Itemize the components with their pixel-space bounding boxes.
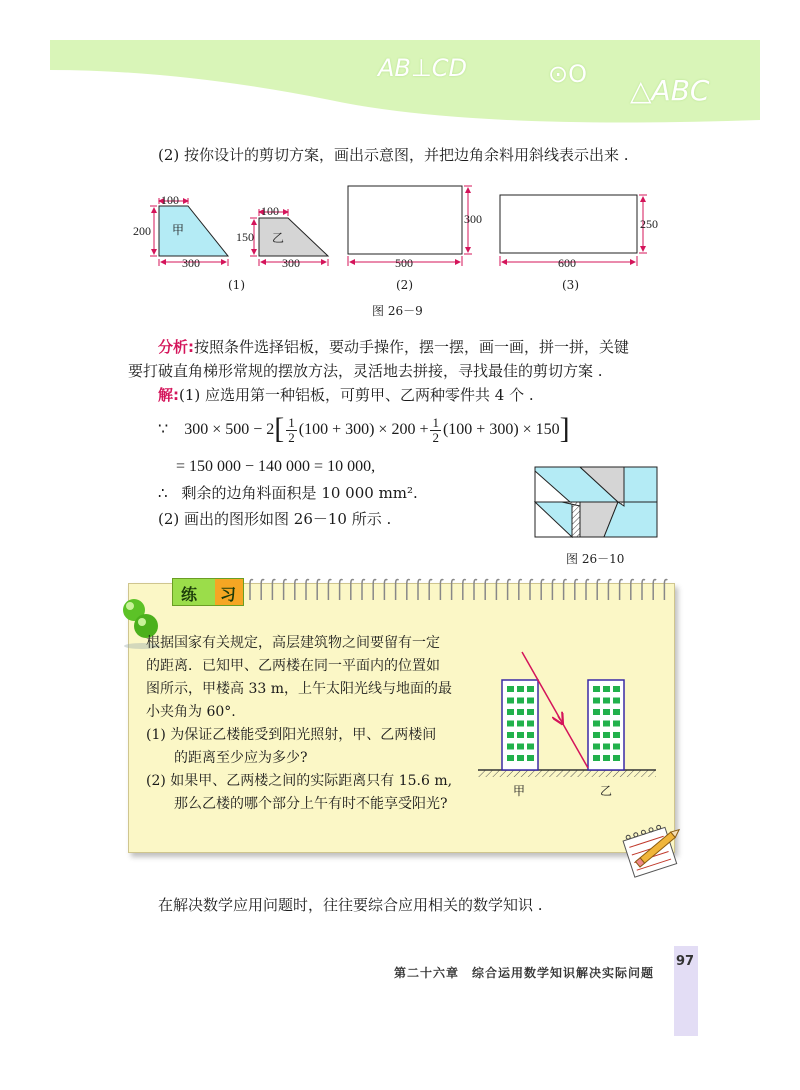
jia-label: 甲 <box>172 223 185 237</box>
building-window <box>603 721 610 727</box>
building-window <box>517 709 524 715</box>
spiral-ring <box>373 580 376 601</box>
board2-height-dim: 300 <box>464 212 482 226</box>
question-1a: (1) 为保证乙楼能受到阳光照射，甲、乙两楼间 <box>146 727 437 743</box>
spiral-ring <box>620 580 623 601</box>
spiral-ring <box>396 580 399 601</box>
building-window <box>507 686 514 692</box>
spiral-ring <box>306 580 309 601</box>
building-window <box>593 755 600 761</box>
building-label-jia: 甲 <box>513 784 526 798</box>
spiral-ring <box>250 580 253 601</box>
jia-height-dim: 200 <box>133 224 151 238</box>
practice-problem-text <box>146 632 452 816</box>
spiral-ring <box>608 580 611 601</box>
spiral-ring <box>552 580 555 601</box>
spiral-ring <box>541 580 544 601</box>
equation-term2: (100 + 300) × 150 <box>442 421 560 438</box>
building-window <box>613 686 620 692</box>
spiral-ring <box>407 580 410 601</box>
spiral-ring <box>508 580 511 601</box>
building-window <box>613 755 620 761</box>
equation-term1: (100 + 300) × 200 + <box>298 421 429 438</box>
question-1b: 的距离至少应为多少? <box>174 750 308 766</box>
spiral-ring <box>597 580 600 601</box>
part2-instruction: (2) 按你设计的剪切方案，画出示意图，并把边角余料用斜线表示出来 . <box>158 146 629 164</box>
building-window <box>527 686 534 692</box>
figure-26-9-caption: 图 26－9 <box>372 304 423 318</box>
spiral-ring <box>575 580 578 601</box>
building-label-yi: 乙 <box>600 784 613 798</box>
building-window <box>507 755 514 761</box>
practice-badge-char2: 习 <box>220 585 237 604</box>
building-window <box>507 744 514 750</box>
practice-line: 图所示，甲楼高 33 m，上午太阳光线与地面的最 <box>146 681 452 697</box>
solution-part2: (2) 画出的图形如图 26－10 所示 . <box>158 510 392 528</box>
spiral-ring <box>429 580 432 601</box>
building-window <box>517 698 524 704</box>
practice-badge-char1: 练 <box>181 585 198 604</box>
yi-base-dim: 300 <box>282 256 300 270</box>
spiral-ring <box>384 580 387 601</box>
sub-caption-1: (1) <box>228 278 245 292</box>
fraction-half-2: $\frac{1}{2}$ <box>432 414 439 445</box>
spiral-ring <box>452 580 455 601</box>
building-window <box>603 686 610 692</box>
analysis-label: 分析: <box>158 338 194 356</box>
building-window <box>527 755 534 761</box>
sub-caption-3: (3) <box>562 278 579 292</box>
building-window <box>527 732 534 738</box>
spiral-ring <box>631 580 634 601</box>
board3-width-dim: 600 <box>558 256 576 270</box>
building-window <box>527 721 534 727</box>
practice-badge <box>172 578 244 606</box>
spiral-ring <box>496 580 499 601</box>
building-window <box>517 755 524 761</box>
spiral-ring <box>340 580 343 601</box>
question-2b: 那么乙楼的哪个部分上午有时不能享受阳光? <box>174 796 448 812</box>
building-window <box>507 732 514 738</box>
building-window <box>603 709 610 715</box>
yi-label: 乙 <box>272 231 285 245</box>
because-symbol: ∵ <box>158 421 169 438</box>
analysis-text-1: 按照条件选择铝板，要动手操作，摆一摆，画一画，拼一拼，关键 <box>194 338 630 356</box>
equation-line1: ∵ 300 × 500 − 2[ $\frac{1}{2}$ (100 + 300) × 200 + $\frac{1}{2}$ (100 + 300) × 150] <box>158 412 570 445</box>
header-decor-perpendicular: AB⊥CD <box>378 54 468 82</box>
chapter-title: 第二十六章 综合运用数学知识解决实际问题 <box>394 966 655 980</box>
spiral-ring <box>351 580 354 601</box>
conclusion-text: 剩余的边角料面积是 10 000 mm². <box>181 484 418 502</box>
building-window <box>527 698 534 704</box>
spiral-ring <box>328 580 331 601</box>
practice-line: 小夹角为 60°. <box>146 704 236 720</box>
sub-caption-2: (2) <box>396 278 413 292</box>
building-window <box>527 709 534 715</box>
building-window <box>593 686 600 692</box>
jia-top-dim: 100 <box>161 193 179 207</box>
solution-label: 解: <box>158 386 179 404</box>
spiral-ring <box>317 580 320 601</box>
building-window <box>613 721 620 727</box>
building-window <box>613 709 620 715</box>
building-window <box>517 686 524 692</box>
figure-26-9 <box>130 178 670 278</box>
closing-sentence: 在解决数学应用问题时，往往要综合应用相关的数学知识 . <box>158 896 543 914</box>
practice-line: 的距离．已知甲、乙两楼在同一平面内的位置如 <box>146 658 440 674</box>
spiral-ring <box>653 580 656 601</box>
spiral-ring <box>530 580 533 601</box>
building-window <box>613 698 620 704</box>
spiral-ring <box>474 580 477 601</box>
spiral-ring <box>418 580 421 601</box>
therefore-symbol: ∴ <box>158 484 168 502</box>
building-window <box>593 709 600 715</box>
spiral-ring <box>664 580 667 601</box>
spiral-ring <box>586 580 589 601</box>
spiral-ring <box>272 580 275 601</box>
spiral-ring <box>284 580 287 601</box>
spiral-ring <box>463 580 466 601</box>
building-window <box>593 698 600 704</box>
building-window <box>507 698 514 704</box>
jia-base-dim: 300 <box>182 256 200 270</box>
spiral-ring <box>642 580 645 601</box>
practice-line: 根据国家有关规定，高层建筑物之间要留有一定 <box>146 635 440 651</box>
analysis-line1 <box>158 334 629 360</box>
buildings-figure <box>478 650 658 780</box>
building-window <box>507 721 514 727</box>
spiral-ring <box>440 580 443 601</box>
building-window <box>517 721 524 727</box>
board2-width-dim: 500 <box>395 256 413 270</box>
conclusion-line <box>158 480 418 506</box>
board3-height-dim: 250 <box>640 217 658 231</box>
board-500x300 <box>348 186 472 266</box>
building-window <box>593 732 600 738</box>
solution-text-1: (1) 应选用第一种铝板，可剪甲、乙两种零件共 4 个 . <box>179 386 534 404</box>
yi-height-dim: 150 <box>236 230 254 244</box>
spiral-ring <box>261 580 264 601</box>
equation-line2: = 150 000 − 140 000 = 10 000, <box>176 458 376 475</box>
page-number: 97 <box>676 954 695 969</box>
building-window <box>603 732 610 738</box>
building-window <box>517 732 524 738</box>
header-decor-circle: ⊙O <box>548 60 587 88</box>
building-window <box>593 744 600 750</box>
building-window <box>527 744 534 750</box>
analysis-line2: 要打破直角梯形常规的摆放方法，灵活地去拼接，寻找最佳的剪切方案 . <box>128 362 603 380</box>
building-window <box>603 698 610 704</box>
notebook-pencil-icon <box>618 818 690 880</box>
spiral-ring <box>485 580 488 601</box>
building-window <box>517 744 524 750</box>
solution-line1 <box>158 382 534 408</box>
spiral-ring <box>519 580 522 601</box>
yi-top-dim: 100 <box>261 204 279 218</box>
building-window <box>507 709 514 715</box>
building-window <box>593 721 600 727</box>
building-window <box>603 755 610 761</box>
equation-prefix: 300 × 500 − 2 <box>184 421 275 438</box>
question-2a: (2) 如果甲、乙两楼之间的实际距离只有 15.6 m, <box>146 773 453 789</box>
header-decor-triangle: △ABC <box>630 74 710 107</box>
building-window <box>613 732 620 738</box>
building-window <box>603 744 610 750</box>
building-window <box>613 744 620 750</box>
spiral-ring <box>362 580 365 601</box>
fraction-half-1: $\frac{1}{2}$ <box>288 414 295 445</box>
spiral-ring <box>564 580 567 601</box>
spiral-ring <box>295 580 298 601</box>
figure-26-10-caption: 图 26－10 <box>566 552 625 566</box>
practice-spiral-binding <box>240 574 680 602</box>
figure-26-10 <box>534 466 658 538</box>
